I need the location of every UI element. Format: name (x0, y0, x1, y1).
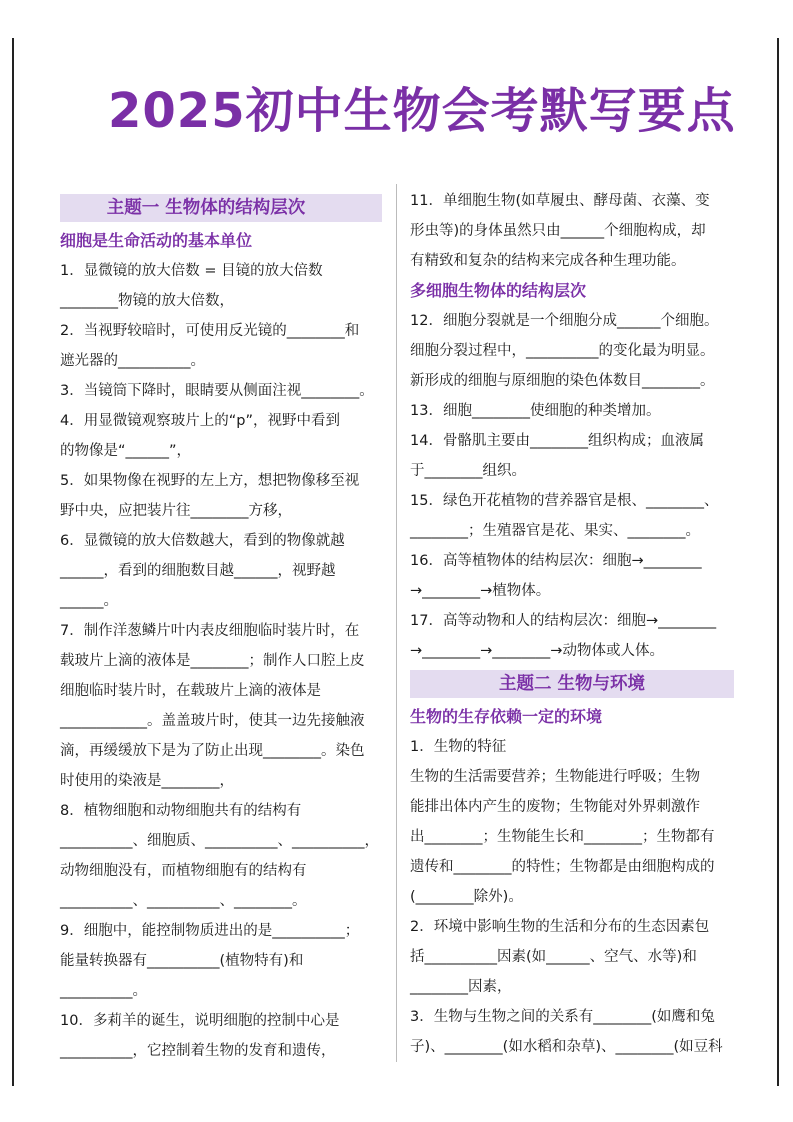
text-line: 野中央，应把装片往________方移， (60, 503, 292, 519)
column-divider (396, 184, 397, 1062)
text-line: 能排出体内产生的废物；生物能对外界刺激作 (410, 799, 700, 815)
text-line: 形虫等)的身体虽然只由______个细胞构成，却 (410, 223, 706, 239)
text-line: 3．当镜筒下降时，眼睛要从侧面注视________。 (60, 383, 374, 399)
text-line: 时使用的染液是________， (60, 773, 234, 789)
text-line: 7．制作洋葱鳞片叶内表皮细胞临时装片时，在 (60, 623, 360, 639)
text-line: 载玻片上滴的液体是________；制作人口腔上皮 (60, 653, 365, 669)
text-line: 细胞分裂过程中，__________的变化最为明显。 (410, 343, 715, 359)
text-line: 17．高等动物和人的结构层次：细胞→________ (410, 613, 717, 629)
text-line: ________因素， (410, 979, 512, 995)
right-text-lines-c (410, 732, 734, 1062)
text-line: 6．显微镜的放大倍数越大，看到的物像就越 (60, 533, 345, 549)
text-line: 3．生物与生物之间的关系有________(如鹰和兔 (410, 1009, 715, 1025)
section-heading-cell-basic-unit: 细胞是生命活动的基本单位 (60, 231, 253, 250)
page-title: 2025初中生物会考默写要点 (108, 83, 736, 139)
left-column (60, 194, 382, 1066)
text-line: __________，它控制着生物的发育和遗传， (60, 1043, 336, 1059)
text-line: 5．如果物像在视野的左上方，想把物像移至视 (60, 473, 360, 489)
text-line: 13．细胞________使细胞的种类增加。 (410, 403, 661, 419)
text-line: 12．细胞分裂就是一个细胞分成______个细胞。 (410, 313, 719, 329)
topic-banner-1: 主题一 生物体的结构层次 (60, 194, 382, 222)
text-line: 10．多莉羊的诞生，说明细胞的控制中心是 (60, 1013, 340, 1029)
text-line: ______。 (60, 593, 118, 609)
text-line: 遮光器的__________。 (60, 353, 205, 369)
text-line: 11．单细胞生物(如草履虫、酵母菌、衣藻、变 (410, 193, 710, 209)
right-column (410, 186, 734, 1062)
text-line: →________→________→动物体或人体。 (410, 643, 664, 659)
text-line: __________、细胞质、__________、__________， (60, 833, 379, 849)
page-border-right (777, 38, 779, 1086)
text-line: 1．生物的特征 (410, 739, 507, 755)
text-line: __________。 (60, 983, 147, 999)
text-line: 1．显微镜的放大倍数 = 目镜的放大倍数 (60, 263, 323, 279)
text-line: 括__________因素(如______、空气、水等)和 (410, 949, 697, 965)
left-text-lines (60, 256, 382, 1066)
text-line: ________；生殖器官是花、果实、________。 (410, 523, 700, 539)
text-line: 的物像是“______”， (60, 443, 192, 459)
text-line: 4．用显微镜观察玻片上的“p”，视野中看到 (60, 413, 340, 429)
text-line: 2．环境中影响生物的生活和分布的生态因素包 (410, 919, 710, 935)
section-heading-multicellular: 多细胞生物体的结构层次 (410, 281, 587, 300)
text-line: 新形成的细胞与原细胞的染色体数目________。 (410, 373, 715, 389)
text-line: →________→植物体。 (410, 583, 551, 599)
text-line: 细胞临时装片时，在载玻片上滴的液体是 (60, 683, 321, 699)
text-line: 动物细胞没有，而植物细胞有的结构有 (60, 863, 307, 879)
text-line: __________、__________、________。 (60, 893, 307, 909)
text-line: 有精致和复杂的结构来完成各种生理功能。 (410, 253, 686, 269)
text-line: 滴，再缓缓放下是为了防止出现________。染色 (60, 743, 365, 759)
section-heading-environment: 生物的生存依赖一定的环境 (410, 707, 603, 726)
text-line: 9．细胞中，能控制物质进出的是__________； (60, 923, 360, 939)
text-line: (________除外)。 (410, 889, 523, 905)
text-line: 2．当视野较暗时，可使用反光镜的________和 (60, 323, 360, 339)
text-line: 出________；生物能生长和________；生物都有 (410, 829, 715, 845)
right-text-lines-a (410, 186, 734, 276)
text-line: 于________组织。 (410, 463, 526, 479)
text-line: ____________。盖盖玻片时，使其一边先接触液 (60, 713, 365, 729)
text-line: 8．植物细胞和动物细胞共有的结构有 (60, 803, 302, 819)
text-line: 16．高等植物体的结构层次：细胞→________ (410, 553, 702, 569)
text-line: 遗传和________的特性；生物都是由细胞构成的 (410, 859, 715, 875)
text-line: ______，看到的细胞数目越______，视野越 (60, 563, 336, 579)
text-line: 生物的生活需要营养；生物能进行呼吸；生物 (410, 769, 700, 785)
topic-banner-2: 主题二 生物与环境 (410, 670, 734, 698)
text-line: 子)、________(如水稻和杂草)、________(如豆科 (410, 1039, 723, 1055)
text-line: 14．骨骼肌主要由________组织构成；血液属 (410, 433, 704, 449)
page-border-left (12, 38, 14, 1086)
right-text-lines-b (410, 306, 734, 666)
text-line: 能量转换器有__________(植物特有)和 (60, 953, 304, 969)
text-line: ________物镜的放大倍数， (60, 293, 234, 309)
text-line: 15．绿色开花植物的营养器官是根、________、 (410, 493, 719, 509)
